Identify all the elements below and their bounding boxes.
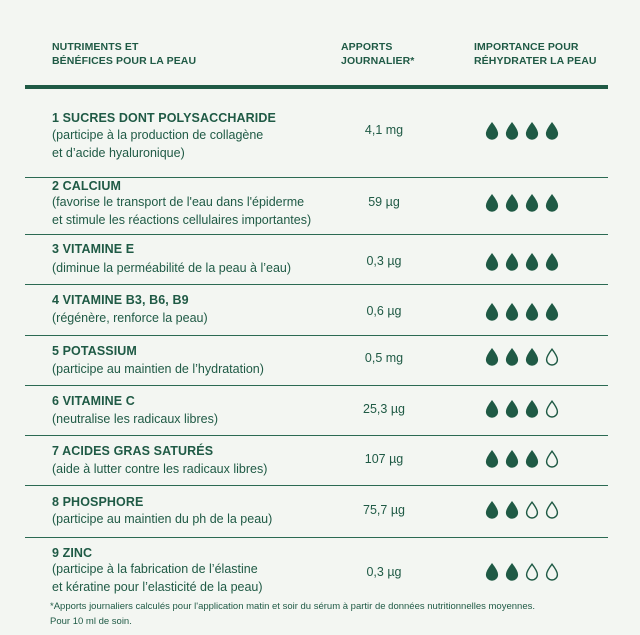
nutrient-name: 6 VITAMINE C (52, 394, 135, 408)
nutrient-description: (participe au maintien du ph de la peau) (52, 512, 273, 526)
water-drop-outline-icon (545, 450, 559, 468)
daily-amount: 107 µg (364, 452, 404, 466)
table-row (25, 177, 608, 235)
table-row (25, 485, 608, 538)
nutrient-name: 9 ZINC (52, 546, 93, 560)
nutrient-name: 2 CALCIUM (52, 179, 121, 193)
importance-rating (485, 348, 565, 366)
water-drop-filled-icon (505, 400, 519, 418)
water-drop-outline-icon (545, 501, 559, 519)
importance-rating (485, 253, 565, 271)
daily-amount: 75,7 µg (363, 503, 405, 517)
importance-rating (485, 122, 565, 140)
table-row (25, 234, 608, 285)
water-drop-filled-icon (505, 348, 519, 366)
water-drop-filled-icon (525, 348, 539, 366)
nutrient-description: (diminue la perméabilité de la peau à l’eau) (52, 261, 292, 275)
water-drop-filled-icon (525, 122, 539, 140)
water-drop-filled-icon (485, 450, 499, 468)
daily-amount: 59 µg (368, 195, 400, 209)
water-drop-filled-icon (525, 450, 539, 468)
water-drop-filled-icon (485, 400, 499, 418)
water-drop-outline-icon (545, 563, 559, 581)
water-drop-filled-icon (505, 194, 519, 212)
water-drop-filled-icon (485, 303, 499, 321)
water-drop-filled-icon (505, 122, 519, 140)
importance-rating (485, 194, 565, 212)
table-row (25, 335, 608, 386)
water-drop-filled-icon (505, 501, 519, 519)
table-row (25, 284, 608, 336)
water-drop-outline-icon (545, 348, 559, 366)
table-row (25, 537, 608, 597)
water-drop-filled-icon (505, 303, 519, 321)
header-nutrients: NUTRIMENTS ET BÉNÉFICES POUR LA PEAU (52, 41, 197, 67)
nutrient-name: 4 VITAMINE B3, B6, B9 (52, 293, 189, 307)
water-drop-filled-icon (485, 253, 499, 271)
table-row (25, 385, 608, 436)
water-drop-outline-icon (525, 501, 539, 519)
importance-rating (485, 400, 565, 418)
water-drop-outline-icon (525, 563, 539, 581)
nutrient-description: (participe à la fabrication de l’élastine et kératine pour l’elasticité de la peau) (52, 562, 263, 594)
water-drop-outline-icon (545, 400, 559, 418)
footnote: *Apports journaliers calculés pour l'application matin et soir du sérum à partir de données nutritionnelles moyennes. Pour 10 ml de soin. (50, 601, 535, 627)
water-drop-filled-icon (545, 122, 559, 140)
nutrient-description: (régénère, renforce la peau) (52, 311, 208, 325)
importance-rating (485, 303, 565, 321)
nutrient-name: 7 ACIDES GRAS SATURÉS (52, 444, 214, 458)
daily-amount: 0,6 µg (366, 304, 402, 318)
nutrient-name: 1 SUCRES DONT POLYSACCHARIDE (52, 111, 276, 125)
water-drop-filled-icon (525, 253, 539, 271)
daily-amount: 0,5 mg (364, 351, 404, 365)
water-drop-filled-icon (525, 303, 539, 321)
header-rehydration-importance: IMPORTANCE POUR RÉHYDRATER LA PEAU (474, 41, 597, 67)
importance-rating (485, 450, 565, 468)
importance-rating (485, 501, 565, 519)
nutrient-name: 8 PHOSPHORE (52, 495, 144, 509)
daily-amount: 0,3 µg (366, 254, 402, 268)
water-drop-filled-icon (485, 348, 499, 366)
nutrient-description: (neutralise les radicaux libres) (52, 412, 219, 426)
water-drop-filled-icon (505, 450, 519, 468)
water-drop-filled-icon (525, 400, 539, 418)
water-drop-filled-icon (485, 563, 499, 581)
nutrient-description: (participe à la production de collagène et d’acide hyaluronique) (52, 128, 264, 160)
water-drop-filled-icon (485, 501, 499, 519)
nutrient-name: 5 POTASSIUM (52, 344, 137, 358)
water-drop-filled-icon (505, 253, 519, 271)
daily-amount: 25,3 µg (363, 402, 405, 416)
water-drop-filled-icon (485, 122, 499, 140)
water-drop-filled-icon (545, 303, 559, 321)
nutrient-description: (favorise le transport de l'eau dans l'épiderme et stimule les réactions cellulaires importantes) (52, 195, 312, 227)
daily-amount: 4,1 mg (364, 123, 404, 137)
water-drop-filled-icon (545, 253, 559, 271)
daily-amount: 0,3 µg (366, 565, 402, 579)
table-row (25, 435, 608, 486)
nutrient-name: 3 VITAMINE E (52, 242, 135, 256)
water-drop-filled-icon (545, 194, 559, 212)
water-drop-filled-icon (505, 563, 519, 581)
nutrient-description: (aide à lutter contre les radicaux libres) (52, 462, 268, 476)
water-drop-filled-icon (485, 194, 499, 212)
header-daily-intake: APPORTS JOURNALIER* (341, 41, 415, 67)
importance-rating (485, 563, 565, 581)
table-row (25, 89, 608, 178)
water-drop-filled-icon (525, 194, 539, 212)
nutrient-description: (participe au maintien de l’hydratation) (52, 362, 264, 376)
